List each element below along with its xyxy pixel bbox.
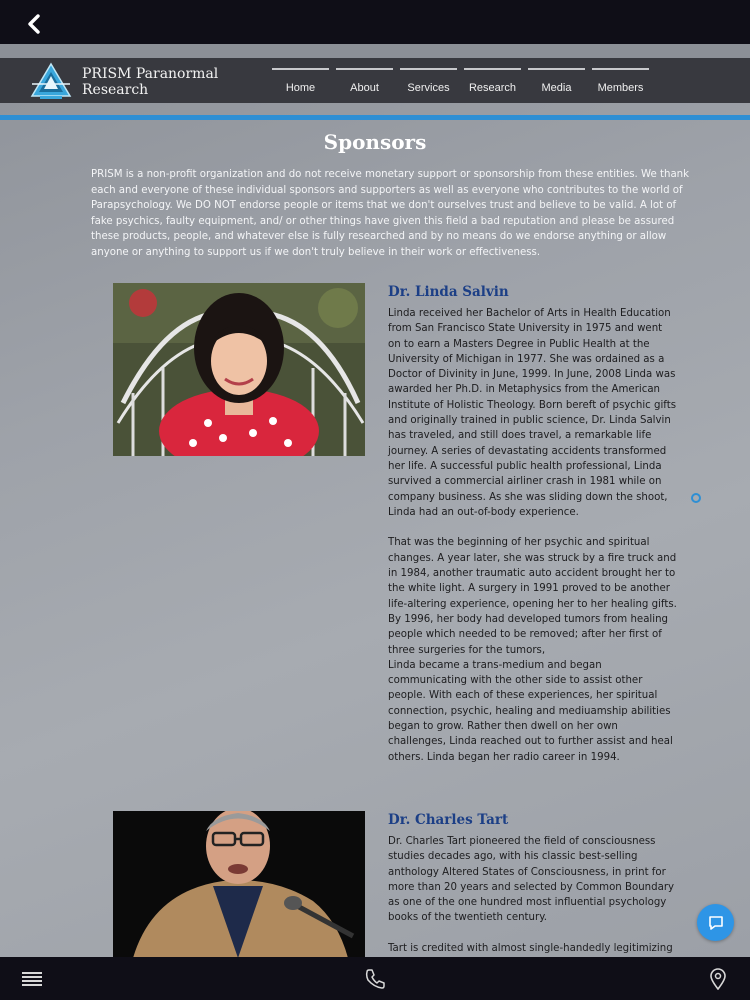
nav-research[interactable]: Research (464, 68, 521, 96)
sponsor-bio: Linda received her Bachelor of Arts in Health Education from San Francisco State University in 1975 and went on to earn a Masters Degree in Public Health at the University of Michigan in 1977. She was ordained as a Doctor of Divinity in June, 1999. In June, 2008 Linda was awarded her Ph.D. in Metaphysics from the American Institute of Holistic Theology. Born bereft of psychic gifts and originally trained in public science, Dr. Linda Salvin has traveled, and still does travel, a remarkable life journey. A series of devastating accidents transformed her life. A successful public health professional, Linda survived a commercial airliner crash in 1981 while on company business. As she was sliding down the shoot, Linda had an out-of-body experience. That was the beginning of her psychic and spiritual changes. A year later, she was struck by a fire truck and in 1984, another traumatic auto accident brought her to the white light. A surgery in 1991 proved to be another life-altering experience, opening her to her healing gifts. By 1996, her body had developed tumors from healing people which needed to be removed; after her first of three surgeries for the tumors, Linda became a trans-medium and began communicating with the other side to assist other people. With each of these experiences, her spiritual connection, psychic, healing and mediuamship abilities began to grow. Rather then dwell on her own challenges, Linda reached out to further assist and heal others. Linda began her radio career in 1994. (388, 308, 677, 763)
chevron-left-icon (27, 14, 41, 34)
sponsor-name: Dr. Charles Tart (388, 812, 509, 828)
call-button[interactable] (363, 967, 387, 991)
nav-home[interactable]: Home (272, 68, 329, 96)
sponsor-bio: Dr. Charles Tart pioneered the field of consciousness studies decades ago, with his classic best-selling anthology Altered States of Consciousness, in print for more than 20 years and selected by Common Boundary as one of the one hundred most influential psychology books of the twentieth century. Tart is credited with almost single-handedly legitimizing (388, 836, 675, 955)
nav-services[interactable]: Services (400, 68, 457, 96)
nav-media[interactable]: Media (528, 68, 585, 96)
header-spacer (0, 44, 750, 58)
prism-logo-icon[interactable] (30, 62, 72, 100)
menu-button[interactable] (20, 967, 44, 991)
main-nav (272, 68, 656, 98)
map-pin-icon (709, 968, 727, 990)
page-title: Sponsors (323, 130, 427, 154)
nav-members[interactable]: Members (592, 68, 649, 96)
chat-button[interactable] (697, 904, 734, 941)
site-header (0, 58, 750, 103)
bottom-toolbar (0, 957, 750, 1000)
phone-icon (364, 968, 386, 990)
intro-text: PRISM is a non-profit organization and do not receive monetary support or sponsorship from these entities. We thank each and everyone of these individual sponsors and supporters as well as everyone who contributes to the world of Parapsychology. We DO NOT endorse people or items that we don't ourselves trust and believe to be valid. A lot of fake psychics, faulty equipment, and/ or other things have given this field a bad reputation and please be assured these products, people, and whatever else is fully researched and by no means do we endorse anything or allow anyone or anything to support us if we don't truly believe in their work or effectiveness. (91, 169, 690, 258)
nav-about[interactable]: About (336, 68, 393, 96)
location-button[interactable] (706, 967, 730, 991)
back-button[interactable] (22, 12, 46, 36)
brand-title[interactable]: PRISM Paranormal Research (82, 66, 219, 98)
scroll-indicator[interactable] (691, 493, 701, 503)
sponsor-name: Dr. Linda Salvin (388, 284, 509, 300)
chat-icon (707, 914, 725, 932)
menu-icon (21, 970, 43, 988)
header-accent-line (0, 115, 750, 120)
sponsor-photo-charles-tart (113, 811, 365, 958)
top-bar (0, 0, 750, 44)
sponsor-photo-linda-salvin (113, 283, 365, 456)
